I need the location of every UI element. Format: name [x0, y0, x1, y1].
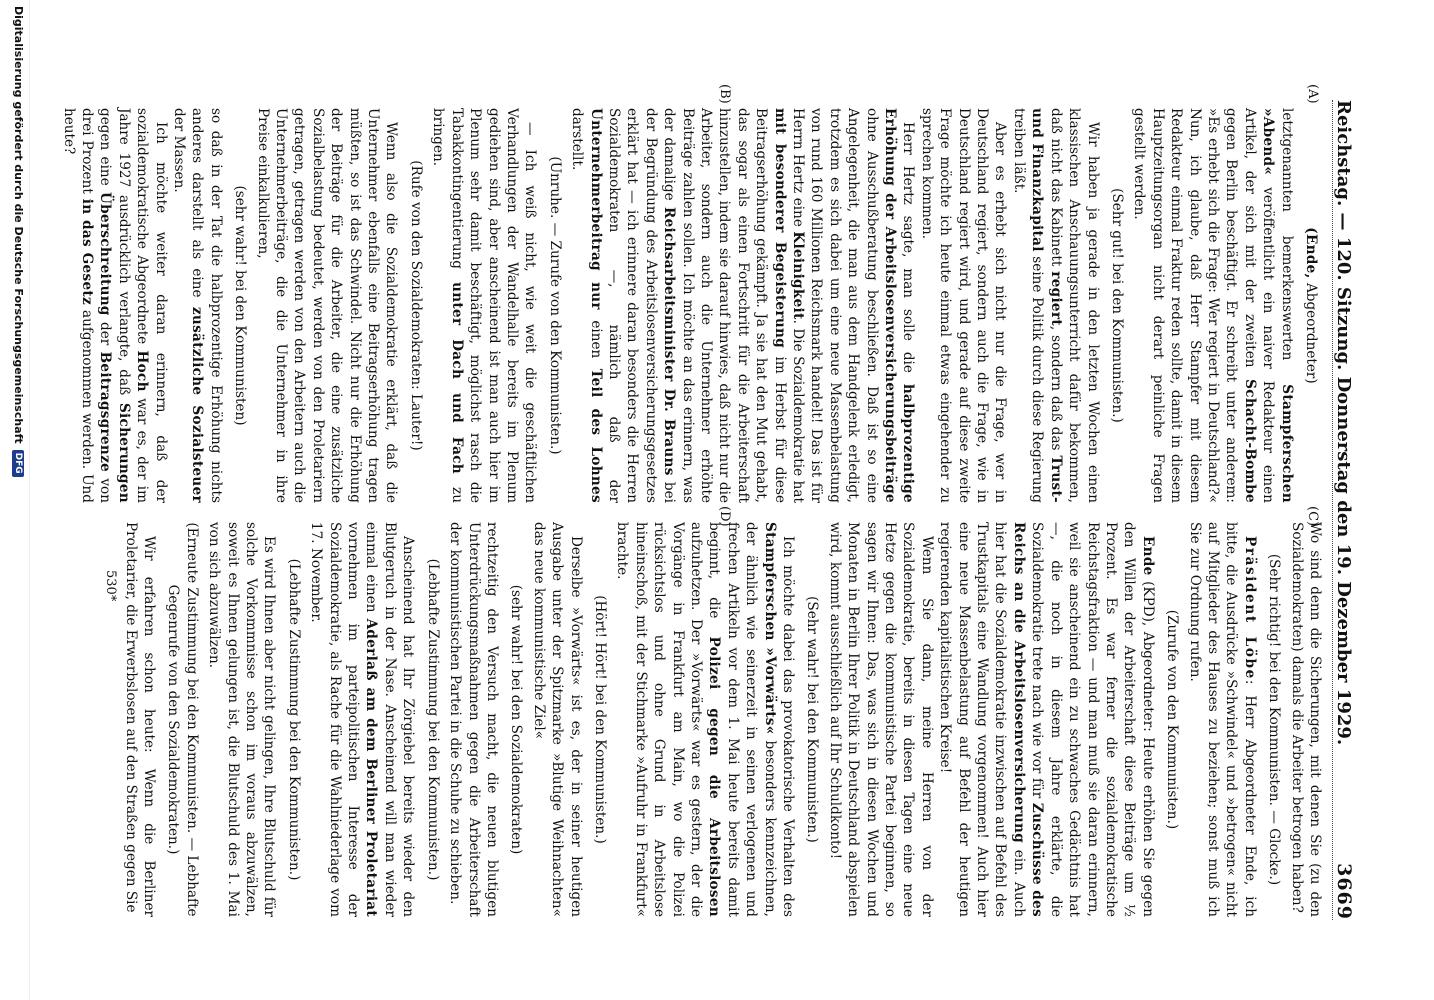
paragraph: Es wird Ihnen aber nicht gelingen, Ihre Blutschuld für solche Vorkommnisse schon im voraus abzuwälzen, soweit es Ihnen gelungen ist, die Blutschuld des 1. Mai von sich abzuwälzen. [206, 522, 278, 917]
paragraph: Anscheinend hat Ihr Zörgiebel bereits wieder den Blutgeruch in der Nase. Anscheinend will man wieder einmal einen Aderlaß am dem Berliner Proletariat vornehmen im parteipolitischen Interesse der Sozialdemokratie, als Rache für die Wahlniederlage vom 17. November. [308, 522, 417, 917]
left-column [59, 108, 1324, 503]
interjection: (Unruhe. — Zurufe von den Kommunisten.) [546, 156, 563, 455]
interjection: (Lebhafte Zustimmung bei den Kommunisten.) [285, 558, 302, 881]
interjection: (Erneute Zustimmung bei den Kommunisten. — Lebhafte Gegenrufe von den Sozialdemokraten.) [165, 522, 200, 917]
paragraph: Ich möchte dabei das provokatorische Verhalten des Stampferschen »Vorwärts« besonders kennzeichnen, der ähnlich wie seinerzeit in seinen verlogenen und frechen Artikeln vor dem 1. Mai heute bereits damit beginnt, die Polizei gegen die Arbeitslosen aufzuhetzen. Der »Vorwärts« war es gestern, der die Vorgänge in Frankfurt am Main, wo die Polizei rücksichtslos und ohne Grund in Arbeitslose hineinschoß, mit der Stichmarke »Aufruhr in Frankfurt« brachte. [614, 522, 797, 917]
footer-text: Digitalisierung gefördert durch die Deutsche Forschungsgemeinschaft [12, 6, 25, 444]
paragraph: Herr Hertz sagte, man solle die halbprozentige Erhöhung der Arbeitslosenversicherungsbeiträge ohne Ausschußberatung beschließen. Daß ist so eine Angelegenheit, die man aus dem Handgelenk erledigt, trotzdem es sich dabei um eine neue Massenbelastung von rund 160 Millionen Reichsmark handelt! Das ist für Herrn Hertz eine Kleinigkeit. Die Sozialdemokratie hat mit besonderer Begeisterung im Herbst für diese Beitragserhöhung gekämpft. Ja sie hat den Mut gehabt, das sogar als einen Fortschritt für die Arbeiterschaft hinzustellen, indem sie darauf hinwies, daß nicht nur die Arbeiter, sondern auch die Unternehmer erhöhte Beiträge zahlen sollen. Ich möchte an das erinnern, was der damalige Reichsarbeitsminister Dr. Brauns bei der Begründung des Arbeitslosenversicherungsgesetzes erklärt hat — ich erinnere daran besonders die Herren Sozialdemokraten —, nämlich daß der Unternehmerbeitrag nur einen Teil des Lohnes darstellt. [569, 108, 917, 503]
sheet-signature: 530* [103, 570, 118, 602]
paragraph: Ich möchte weiter daran erinnern, daß der sozialdemokratische Abgeordnete Hoch war es, der im Jahre 1927 ausdrücklich verlangte, daß Sicherungen gegen eine Überschreitung der Beitragsgrenze von drei Prozent in das Gesetz aufgenommen werden. Und heute? [60, 108, 169, 503]
interjection: (Sehr richtig! bei den Kommunisten. — Glocke.) [1266, 553, 1283, 886]
right-column [121, 522, 1324, 917]
paragraph: Wir haben ja gerade in den letzten Wochen einen klassischen Anschauungsunterricht dafür bekommen, daß nicht das Kabinett regiert, sondern daß das Trust- und Finanzkapital seine Politik durch diese Regierung treiben läßt. [1010, 108, 1101, 503]
paragraph: Wo sind denn die Sicherungen, mit denen Sie (zu den Sozialdemokraten) damals die Arbeiter betrogen haben? [1288, 522, 1323, 917]
speaker-role: Abgeordneter) [1303, 278, 1319, 384]
paragraph: rechtzeitig den Versuch macht, die neuen blutigen Unterdrückungsmaßnahmen gegen die Arbeiterschaft der kommunistischen Partei in die Schuhe zu schieben. [447, 522, 500, 917]
margin-mark-c: (C) [1305, 506, 1320, 527]
president-name: Präsident Löbe [1241, 536, 1258, 680]
paragraph: so daß in der Tat die halbprozentige Erhöhung nichts anderes darstellt als eine zusätzliche Sozialsteuer der Massen. [171, 108, 224, 503]
margin-mark-a: (A) [1305, 84, 1320, 104]
running-title: Reichstag. — 120. Sitzung. Donnerstag den 19. Dezember 1929. [1333, 100, 1354, 746]
margin-mark-b: (B) [717, 84, 732, 104]
page-header [1332, 100, 1359, 920]
paragraph: Wenn Sie dann, meine Herren von der Sozialdemokratie, bereits in diesen Tagen eine neue Hetze gegen die kommunistische Partei beginnen, so sagen wir Ihnen: Das, was sich in diesen Wochen und Monaten in Berlin Ihrer Politik in Deutschland abspielen wird, kommt ausschließlich auf Ihr Schuldkonto! [826, 522, 935, 917]
speaker-name: (Ende, [1303, 227, 1319, 279]
speaker-name: Ende [1139, 536, 1156, 576]
paragraph: Wir erfahren schon heute: Wenn die Berliner Proletarier, die Erwerbslosen auf den Straßen gegen Sie [122, 522, 158, 917]
speaker-line [1302, 108, 1320, 503]
interjection: (Zurufe von den Kommunisten.) [1164, 609, 1181, 830]
paragraph: Ende (KPD), Abgeordneter: Heute erhöhen Sie gegen den Willen der Arbeiterschaft diese Beiträge um ½ Prozent. Es war ferner die sozialdemokratische Reichstagsfraktion — und man muß sie daran erinnern, weil sie anscheinend ein zu schwaches Gedächtnis hat —, die noch in diesem Jahre erklärte, die Sozialdemokratie trete nach wie vor für Zuschüsse des Reichs an die Arbeitslosenversicherung ein. Auch hier hat die Sozialdemokratie inzwischen auf Befehl des Trustkapitals eine Wandlung vorgenommen! Auch hier eine neue Massenbelastung auf Befehl der heutigen regierenden kapitalistischen Kreise! [937, 522, 1156, 917]
digitization-footer [8, 0, 30, 1000]
interjection: (Hört! Hört! bei den Kommunisten.) [591, 595, 608, 844]
interjection: (Lebhafte Zustimmung bei den Kommunisten.) [424, 558, 441, 881]
dfg-logo: DFG [13, 450, 25, 477]
page-number: 3669 [1333, 863, 1355, 920]
margin-mark-d: (D) [717, 506, 732, 527]
paragraph: Wenn also die Sozialdemokratie erklärt, daß die Unternehmer ebenfalls eine Beitragserhöhung tragen müßten, so ist das Schwindel. Nicht nur die Erhöhung der Beiträge für die Arbeiter, die eine zusätzliche Sozialbelastung bedeutet, werden von den Proletariern getragen, getragen werden von den Arbeitern auch die Unternehmerbeiträge, die die Unternehmer in ihre Preise einkalkulieren, [254, 108, 400, 503]
paragraph: letztgenannten bemerkenswerten Stampferschen »Abend« veröffentlicht ein naiver Redakteur einen Artikel, der sich mit der zweiten Schacht-Bombe gegen Berlin beschäftigt. Er schreibt unter anderem: »Es erhebt sich die Frage: Wer regiert in Deutschland?« Nun, ich glaube, daß Herr Stampfer mit diesem Redakteur einmal Fraktur reden sollte, damit in diesem Hauptzeitungsorgan nicht derart peinliche Fragen gestellt werden. [1131, 108, 1295, 503]
interjection: (Rufe von den Sozialdemokraten: Lauter!) [407, 160, 424, 451]
paragraph: — Ich weiß nicht, wie weit die geschäftlichen Verhandlungen der Wandelhalle bereits im Plenum gediehen sind, aber anscheinend ist man auch hier im Plenum sehr damit beschäftigt, möglichst rasch die Tabakkontingentierung unter Dach und Fach zu bringen. [430, 108, 539, 503]
interjection: (Sehr gut! bei den Kommunisten.) [1108, 188, 1125, 423]
paragraph: Derselbe »Vorwärts« ist es, der in seiner heutigen Ausgabe unter der Spitzmarke »Blutige Weihnachten« das neue kommunistische Ziel« [530, 522, 584, 917]
interjection: (sehr wahr! bei den Kommunisten) [232, 185, 249, 426]
paragraph: Präsident Löbe: Herr Abgeordneter Ende, ich bitte, die Ausdrücke »Schwindel« und »betrogen« nicht auf Mitglieder des Hauses zu beziehen; sonst muß ich Sie zur Ordnung rufen. [1186, 522, 1258, 917]
interjection: (sehr wahr! bei den Sozialdemokraten) [508, 584, 525, 855]
interjection: (Sehr wahr! bei den Kommunisten.) [804, 596, 821, 843]
paragraph: Aber es erhebt sich nicht nur die Frage, wer in Deutschland regiert, sondern auch die Frage, wie in Deutschland regiert wird, und gerade auf diese zweite Frage möchte ich heute einmal etwas eingehender zu sprechen kommen. [918, 108, 1009, 503]
